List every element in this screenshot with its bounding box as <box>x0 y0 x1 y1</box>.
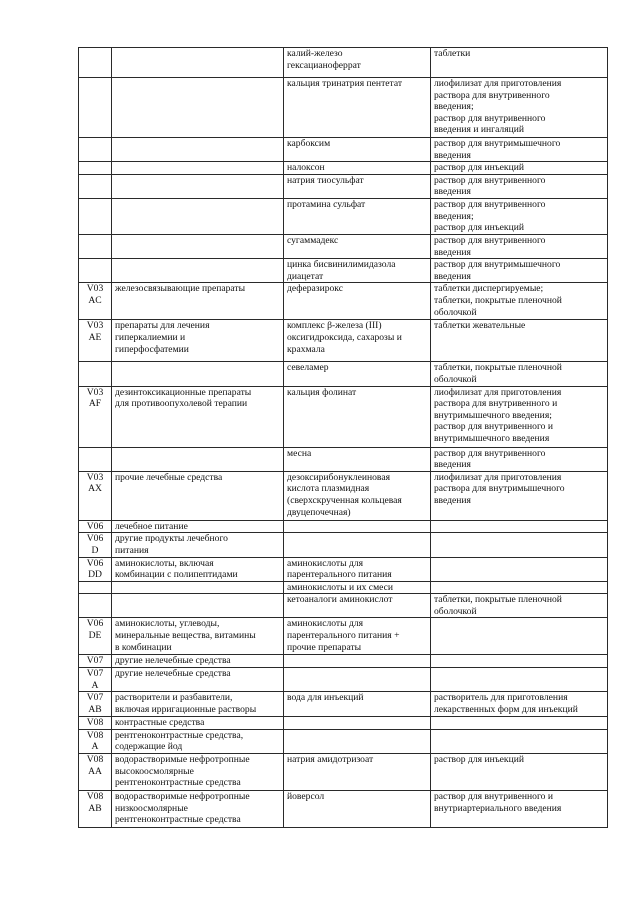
group-cell: другие нелечебные средства <box>112 655 284 668</box>
drug-name-cell: натрия тиосульфат <box>284 174 431 198</box>
table-row <box>79 791 608 828</box>
drug-name-cell: дезоксирибонуклеиновая кислота плазмидная (сверхскрученная кольцевая двуцепочечная) <box>284 471 431 520</box>
dosage-form-cell: лиофилизат для приготовления раствора для внутримышечного введения <box>431 471 608 520</box>
group-cell: другие нелечебные средства <box>112 668 284 692</box>
dosage-form-cell: раствор для внутримышечного введения <box>431 138 608 162</box>
table-row <box>79 754 608 791</box>
table-row <box>79 471 608 520</box>
dosage-form-cell <box>431 533 608 557</box>
table-row <box>79 320 608 362</box>
drug-name-cell: аминокислоты для парентерального питания <box>284 557 431 581</box>
dosage-form-cell: таблетки <box>431 48 608 78</box>
dosage-form-cell <box>431 729 608 753</box>
table-row <box>79 259 608 283</box>
drug-name-cell: аминокислоты и их смеси <box>284 581 431 594</box>
group-cell <box>112 362 284 386</box>
table-row <box>79 692 608 717</box>
drug-name-cell <box>284 717 431 730</box>
drug-list-body <box>79 48 608 828</box>
group-cell: дезинтоксикационные препараты для противоопухолевой терапии <box>112 386 284 447</box>
atc-code-cell: V08 <box>79 717 112 730</box>
table-row <box>79 655 608 668</box>
drug-name-cell: натрия амидотризоат <box>284 754 431 791</box>
drug-name-cell: месна <box>284 447 431 471</box>
drug-name-cell: кетоаналоги аминокислот <box>284 594 431 618</box>
dosage-form-cell: раствор для внутримышечного введения <box>431 259 608 283</box>
dosage-form-cell <box>431 618 608 655</box>
atc-code-cell: V06 D <box>79 533 112 557</box>
group-cell: водорастворимые нефротропные низкоосмолярные рентгеноконтрастные средства <box>112 791 284 828</box>
drug-name-cell: кальция тринатрия пентетат <box>284 78 431 138</box>
drug-name-cell: протамина сульфат <box>284 198 431 234</box>
drug-name-cell: кальция фолинат <box>284 386 431 447</box>
table-row <box>79 557 608 581</box>
group-cell <box>112 138 284 162</box>
drug-name-cell: деферазирокс <box>284 283 431 320</box>
group-cell <box>112 48 284 78</box>
group-cell <box>112 447 284 471</box>
group-cell <box>112 162 284 175</box>
atc-code-cell: V03 AF <box>79 386 112 447</box>
drug-name-cell: вода для инъекций <box>284 692 431 717</box>
drug-name-cell: налоксон <box>284 162 431 175</box>
drug-name-cell <box>284 533 431 557</box>
group-cell: контрастные средства <box>112 717 284 730</box>
drug-name-cell <box>284 520 431 533</box>
atc-code-cell: V08 A <box>79 729 112 753</box>
atc-code-cell: V03 AE <box>79 320 112 362</box>
dosage-form-cell: раствор для внутривенного введения <box>431 447 608 471</box>
atc-code-cell <box>79 48 112 78</box>
dosage-form-cell: раствор для инъекций <box>431 162 608 175</box>
atc-code-cell <box>79 447 112 471</box>
table-row <box>79 668 608 692</box>
table-row <box>79 48 608 78</box>
table-row <box>79 362 608 386</box>
dosage-form-cell: раствор для внутривенного введения <box>431 234 608 258</box>
dosage-form-cell <box>431 581 608 594</box>
dosage-form-cell <box>431 520 608 533</box>
group-cell: прочие лечебные средства <box>112 471 284 520</box>
group-cell <box>112 174 284 198</box>
dosage-form-cell: раствор для внутривенного введения; раствор для инъекций <box>431 198 608 234</box>
table-row <box>79 283 608 320</box>
atc-code-cell <box>79 259 112 283</box>
group-cell: другие продукты лечебного питания <box>112 533 284 557</box>
atc-code-cell: V03 AC <box>79 283 112 320</box>
drug-name-cell: йоверсол <box>284 791 431 828</box>
table-row <box>79 533 608 557</box>
group-cell: рентгеноконтрастные средства, содержащие йод <box>112 729 284 753</box>
atc-code-cell: V03 AX <box>79 471 112 520</box>
dosage-form-cell: раствор для внутривенного и внутриартериального введения <box>431 791 608 828</box>
group-cell <box>112 581 284 594</box>
drug-name-cell <box>284 655 431 668</box>
group-cell: растворители и разбавители, включая ирригационные растворы <box>112 692 284 717</box>
atc-code-cell <box>79 234 112 258</box>
drug-name-cell: аминокислоты для парентерального питания + прочие препараты <box>284 618 431 655</box>
group-cell: лечебное питание <box>112 520 284 533</box>
dosage-form-cell: лиофилизат для приготовления раствора для внутривенного и внутримышечного введения; раствор для внутривенного и внутримышечного введения <box>431 386 608 447</box>
table-row <box>79 138 608 162</box>
table-row <box>79 447 608 471</box>
atc-code-cell <box>79 174 112 198</box>
table-row <box>79 729 608 753</box>
dosage-form-cell: раствор для инъекций <box>431 754 608 791</box>
dosage-form-cell <box>431 717 608 730</box>
group-cell: железосвязывающие препараты <box>112 283 284 320</box>
atc-code-cell <box>79 594 112 618</box>
table-row <box>79 386 608 447</box>
group-cell <box>112 234 284 258</box>
dosage-form-cell: таблетки жевательные <box>431 320 608 362</box>
group-cell <box>112 594 284 618</box>
table-row <box>79 174 608 198</box>
atc-code-cell: V08 AA <box>79 754 112 791</box>
dosage-form-cell <box>431 668 608 692</box>
atc-code-cell <box>79 78 112 138</box>
drug-name-cell <box>284 668 431 692</box>
table-row <box>79 78 608 138</box>
atc-code-cell <box>79 362 112 386</box>
atc-code-cell: V06 <box>79 520 112 533</box>
dosage-form-cell <box>431 655 608 668</box>
dosage-form-cell <box>431 557 608 581</box>
table-row <box>79 520 608 533</box>
dosage-form-cell: лиофилизат для приготовления раствора для внутривенного введения; раствор для внутривенного введения и ингаляций <box>431 78 608 138</box>
group-cell <box>112 259 284 283</box>
drug-name-cell: цинка бисвинилимидазола диацетат <box>284 259 431 283</box>
dosage-form-cell: раствор для внутривенного введения <box>431 174 608 198</box>
group-cell <box>112 198 284 234</box>
group-cell: водорастворимые нефротропные высокоосмолярные рентгеноконтрастные средства <box>112 754 284 791</box>
atc-code-cell <box>79 138 112 162</box>
table-row <box>79 234 608 258</box>
atc-code-cell <box>79 162 112 175</box>
drug-name-cell: севеламер <box>284 362 431 386</box>
group-cell: аминокислоты, углеводы, минеральные вещества, витамины в комбинации <box>112 618 284 655</box>
drug-name-cell: сугаммадекс <box>284 234 431 258</box>
drug-name-cell: карбоксим <box>284 138 431 162</box>
atc-code-cell <box>79 198 112 234</box>
table-row <box>79 717 608 730</box>
drug-name-cell: калий-железо гексацианоферрат <box>284 48 431 78</box>
table-row <box>79 618 608 655</box>
atc-code-cell: V08 AB <box>79 791 112 828</box>
group-cell: препараты для лечения гиперкалиемии и гиперфосфатемии <box>112 320 284 362</box>
drug-name-cell: комплекс β-железа (III) оксигидроксида, сахарозы и крахмала <box>284 320 431 362</box>
atc-code-cell: V06 DD <box>79 557 112 581</box>
drug-list-table <box>78 47 608 828</box>
dosage-form-cell: таблетки, покрытые пленочной оболочкой <box>431 594 608 618</box>
table-row <box>79 162 608 175</box>
atc-code-cell: V07 AB <box>79 692 112 717</box>
dosage-form-cell: таблетки диспергируемые; таблетки, покрытые пленочной оболочкой <box>431 283 608 320</box>
atc-code-cell: V07 A <box>79 668 112 692</box>
table-row <box>79 581 608 594</box>
dosage-form-cell: растворитель для приготовления лекарственных форм для инъекций <box>431 692 608 717</box>
table-row <box>79 198 608 234</box>
table-row <box>79 594 608 618</box>
drug-name-cell <box>284 729 431 753</box>
atc-code-cell: V07 <box>79 655 112 668</box>
group-cell <box>112 78 284 138</box>
atc-code-cell: V06 DE <box>79 618 112 655</box>
atc-code-cell <box>79 581 112 594</box>
group-cell: аминокислоты, включая комбинации с полипептидами <box>112 557 284 581</box>
dosage-form-cell: таблетки, покрытые пленочной оболочкой <box>431 362 608 386</box>
